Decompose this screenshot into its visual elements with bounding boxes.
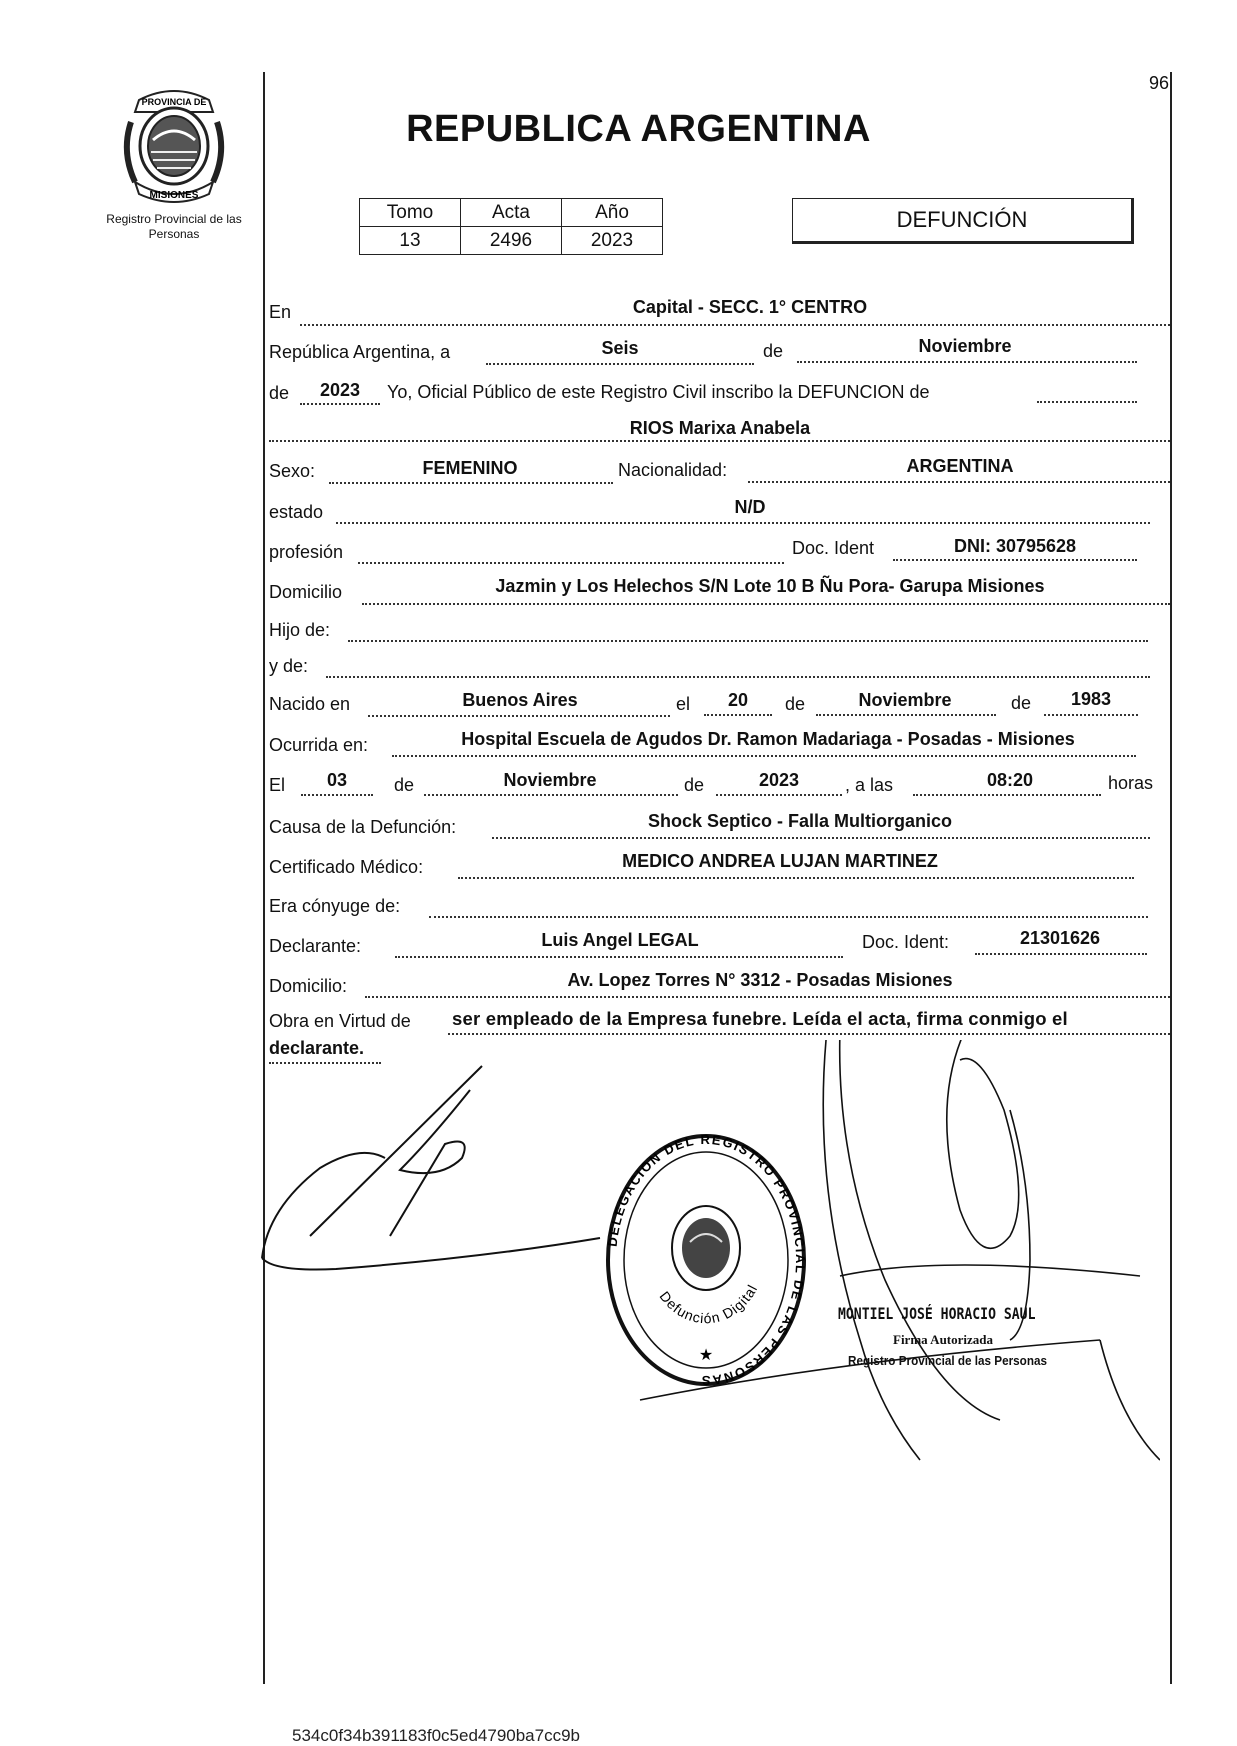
profesion-label: profesión [269,542,344,562]
declarante-label: Declarante: [269,936,362,956]
a-las-label: , a las [845,775,894,795]
profesion-underline [358,562,784,564]
acta-table-header-row [360,199,663,227]
acta-header-acta: Acta [461,199,562,227]
death-year-value: 2023 [758,770,800,790]
doc-ident2-label: Doc. Ident: [862,932,950,952]
de-label-3: de [785,694,806,714]
y-de-label: y de: [269,656,309,676]
birth-day-underline [704,714,772,716]
causa-underline [492,837,1150,839]
domicilio2-label: Domicilio: [269,976,348,996]
death-day-value: 03 [326,770,348,790]
day-value: Seis [601,338,639,358]
en-label: En [269,302,292,322]
doc-ident2-value: 21301626 [1019,928,1101,948]
doc-ident-underline [893,559,1137,561]
sexo-underline [329,482,613,484]
birth-year-value: 1983 [1070,689,1112,709]
day-underline [486,363,754,365]
de-label-1: de [763,341,784,361]
svg-text:DELEGACION DEL REGISTRO PROVIN: DELEGACION DEL REGISTRO PROVINCIAL DE LAS PERSONAS [604,1131,809,1389]
ocurrida-en-value: Hospital Escuela de Agudos Dr. Ramon Madariaga - Posadas - Misiones [461,729,1075,749]
de-label-2: de [269,383,290,403]
certificado-underline [458,877,1134,879]
death-month-underline [424,794,678,796]
obra-value-2: declarante. [269,1038,365,1058]
death-month-value: Noviembre [503,770,597,790]
certificado-value: MEDICO ANDREA LUJAN MARTINEZ [622,851,938,871]
declarante-underline [395,956,843,958]
acta-table-value-row [360,227,663,255]
month-underline [797,361,1137,363]
month-value: Noviembre [918,336,1012,356]
birth-month-underline [816,714,996,716]
estado-underline [336,522,1150,524]
death-day-underline [301,794,373,796]
estado-label: estado [269,502,324,522]
de-label-4: de [1011,693,1032,713]
declarante-value: Luis Angel LEGAL [541,930,699,950]
svg-text:MISIONES: MISIONES [149,190,199,201]
inscribo-underline [1037,401,1137,403]
birth-day-value: 20 [727,690,749,710]
svg-text:Defunción Digital: Defunción Digital [656,1281,761,1327]
conyuge-label: Era cónyuge de: [269,896,401,916]
page-number: 96 [1148,73,1169,93]
nacido-en-label: Nacido en [269,694,351,714]
registry-caption: Registro Provincial de las Personas [106,212,242,241]
inscribo-text: Yo, Oficial Público de este Registro Civil inscribo la DEFUNCION de [387,382,930,402]
nacionalidad-label: Nacionalidad: [618,460,728,480]
year-underline [300,403,380,405]
nacido-en-underline [368,715,670,717]
certificado-label: Certificado Médico: [269,857,424,877]
conyuge-underline [429,916,1148,918]
deceased-name: RIOS Marixa Anabela [629,418,811,438]
svg-text:★: ★ [698,1347,714,1364]
domicilio-label: Domicilio [269,582,343,602]
ocurrida-en-label: Ocurrida en: [269,735,369,755]
el-label: el [676,694,691,714]
causa-label: Causa de la Defunción: [269,817,457,837]
year-value: 2023 [319,380,361,400]
doc-ident-label: Doc. Ident [792,538,875,558]
doc-ident-value: DNI: 30795628 [953,536,1077,556]
declarant-signature [262,1066,600,1270]
acta-header-anio: Año [562,199,663,227]
doc-ident2-underline [975,953,1147,955]
obra-value: ser empleado de la Empresa funebre. Leída el acta, firma conmigo el [452,1008,1068,1029]
hijo-de-label: Hijo de: [269,620,331,640]
nacionalidad-underline [748,481,1170,483]
signatures-area [240,1040,1160,1480]
place-underline [300,324,1170,326]
y-de-underline [326,676,1150,678]
el-cap-label: El [269,775,286,795]
acta-value-tomo: 13 [360,227,461,255]
obra-label: Obra en Virtud de [269,1011,411,1031]
republica-label: República Argentina, a [269,342,451,362]
name-underline [269,440,1170,442]
official-name: MONTIEL JOSÉ HORACIO SAUL [838,1304,1036,1323]
official-role: Firma Autorizada [893,1332,994,1347]
death-time-underline [913,794,1101,796]
right-margin-line [1170,72,1172,1684]
de-label-5: de [394,775,415,795]
acta-header-tomo: Tomo [360,199,461,227]
place-value: Capital - SECC. 1° CENTRO [632,297,868,317]
nacido-en-value: Buenos Aires [462,690,578,710]
document-title: REPUBLICA ARGENTINA [406,108,871,150]
domicilio2-underline [365,996,1170,998]
obra-underline [448,1033,1170,1035]
birth-month-value: Noviembre [858,690,952,710]
acta-value-acta: 2496 [461,227,562,255]
domicilio2-value: Av. Lopez Torres N° 3312 - Posadas Misiones [567,970,953,990]
causa-value: Shock Septico - Falla Multiorganico [647,811,953,831]
birth-year-underline [1044,714,1138,716]
svg-text:PROVINCIA DE: PROVINCIA DE [141,97,207,107]
official-office: Registro Provincial de las Personas [848,1353,1047,1368]
document-type-box: DEFUNCIÓN [792,198,1134,244]
registry-stamp [605,1132,808,1388]
sexo-value: FEMENINO [422,458,518,478]
ocurrida-en-underline [392,755,1136,757]
nacionalidad-value: ARGENTINA [906,456,1014,476]
hijo-de-underline [348,640,1148,642]
acta-value-anio: 2023 [562,227,663,255]
sexo-label: Sexo: [269,461,316,481]
footer-hash: 534c0f34b391183f0c5ed4790ba7cc9b [292,1726,581,1745]
death-year-underline [716,794,842,796]
acta-table [359,198,663,255]
death-time-value: 08:20 [986,770,1034,790]
domicilio-value: Jazmin y Los Helechos S/N Lote 10 B Ñu Pora- Garupa Misiones [495,576,1045,596]
de-label-6: de [684,775,705,795]
estado-value: N/D [734,497,766,517]
domicilio-underline [362,603,1170,605]
horas-label: horas [1108,773,1154,793]
